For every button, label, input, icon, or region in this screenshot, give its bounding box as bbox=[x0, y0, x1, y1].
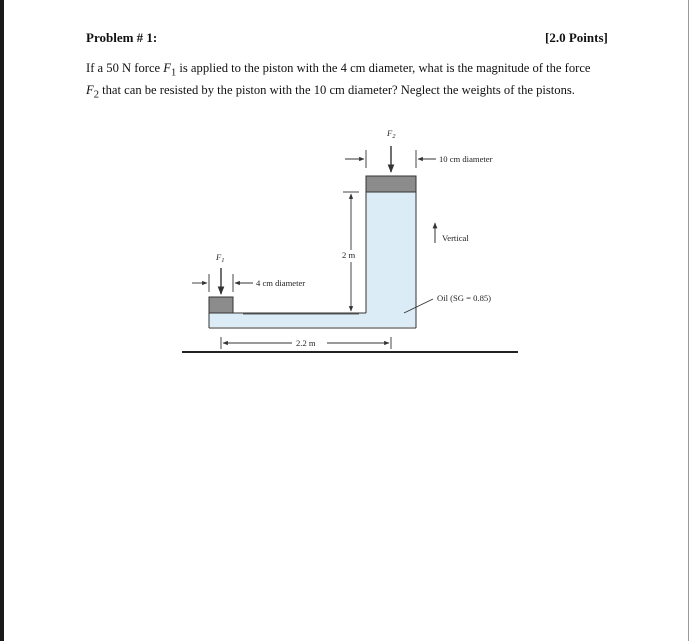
large-piston bbox=[366, 176, 416, 192]
vertical-label: Vertical bbox=[442, 233, 469, 243]
f1-subscript: 1 bbox=[170, 67, 177, 79]
points-label: [2.0 Points] bbox=[545, 30, 608, 45]
problem-title: Problem # 1: bbox=[86, 30, 158, 45]
question-part-2: is applied to the piston with the 4 cm diameter, what is the magnitude of the force bbox=[176, 61, 591, 75]
small-diameter-label: 4 cm diameter bbox=[256, 278, 306, 288]
oil-label: Oil (SG = 0.85) bbox=[437, 293, 492, 303]
f1-label: $F_1$ bbox=[216, 252, 225, 264]
f2-label: $F_2$ bbox=[387, 128, 396, 140]
f2-subscript: 2 bbox=[93, 89, 99, 101]
small-piston bbox=[209, 297, 233, 313]
height-label: 2 m bbox=[342, 250, 356, 260]
question-part-3: that can be resisted by the piston with the 10 cm diameter? Neglect the weights of the pistons. bbox=[98, 82, 575, 97]
oil-region bbox=[209, 192, 416, 327]
large-diameter-label: 10 cm diameter bbox=[439, 154, 493, 164]
length-label: 2.2 m bbox=[296, 338, 316, 348]
f2-symbol: F bbox=[86, 82, 94, 97]
small-diameter-dimension bbox=[192, 274, 253, 292]
f1-symbol: F bbox=[163, 61, 171, 75]
question-part-1: If a 50 N force bbox=[86, 61, 164, 75]
